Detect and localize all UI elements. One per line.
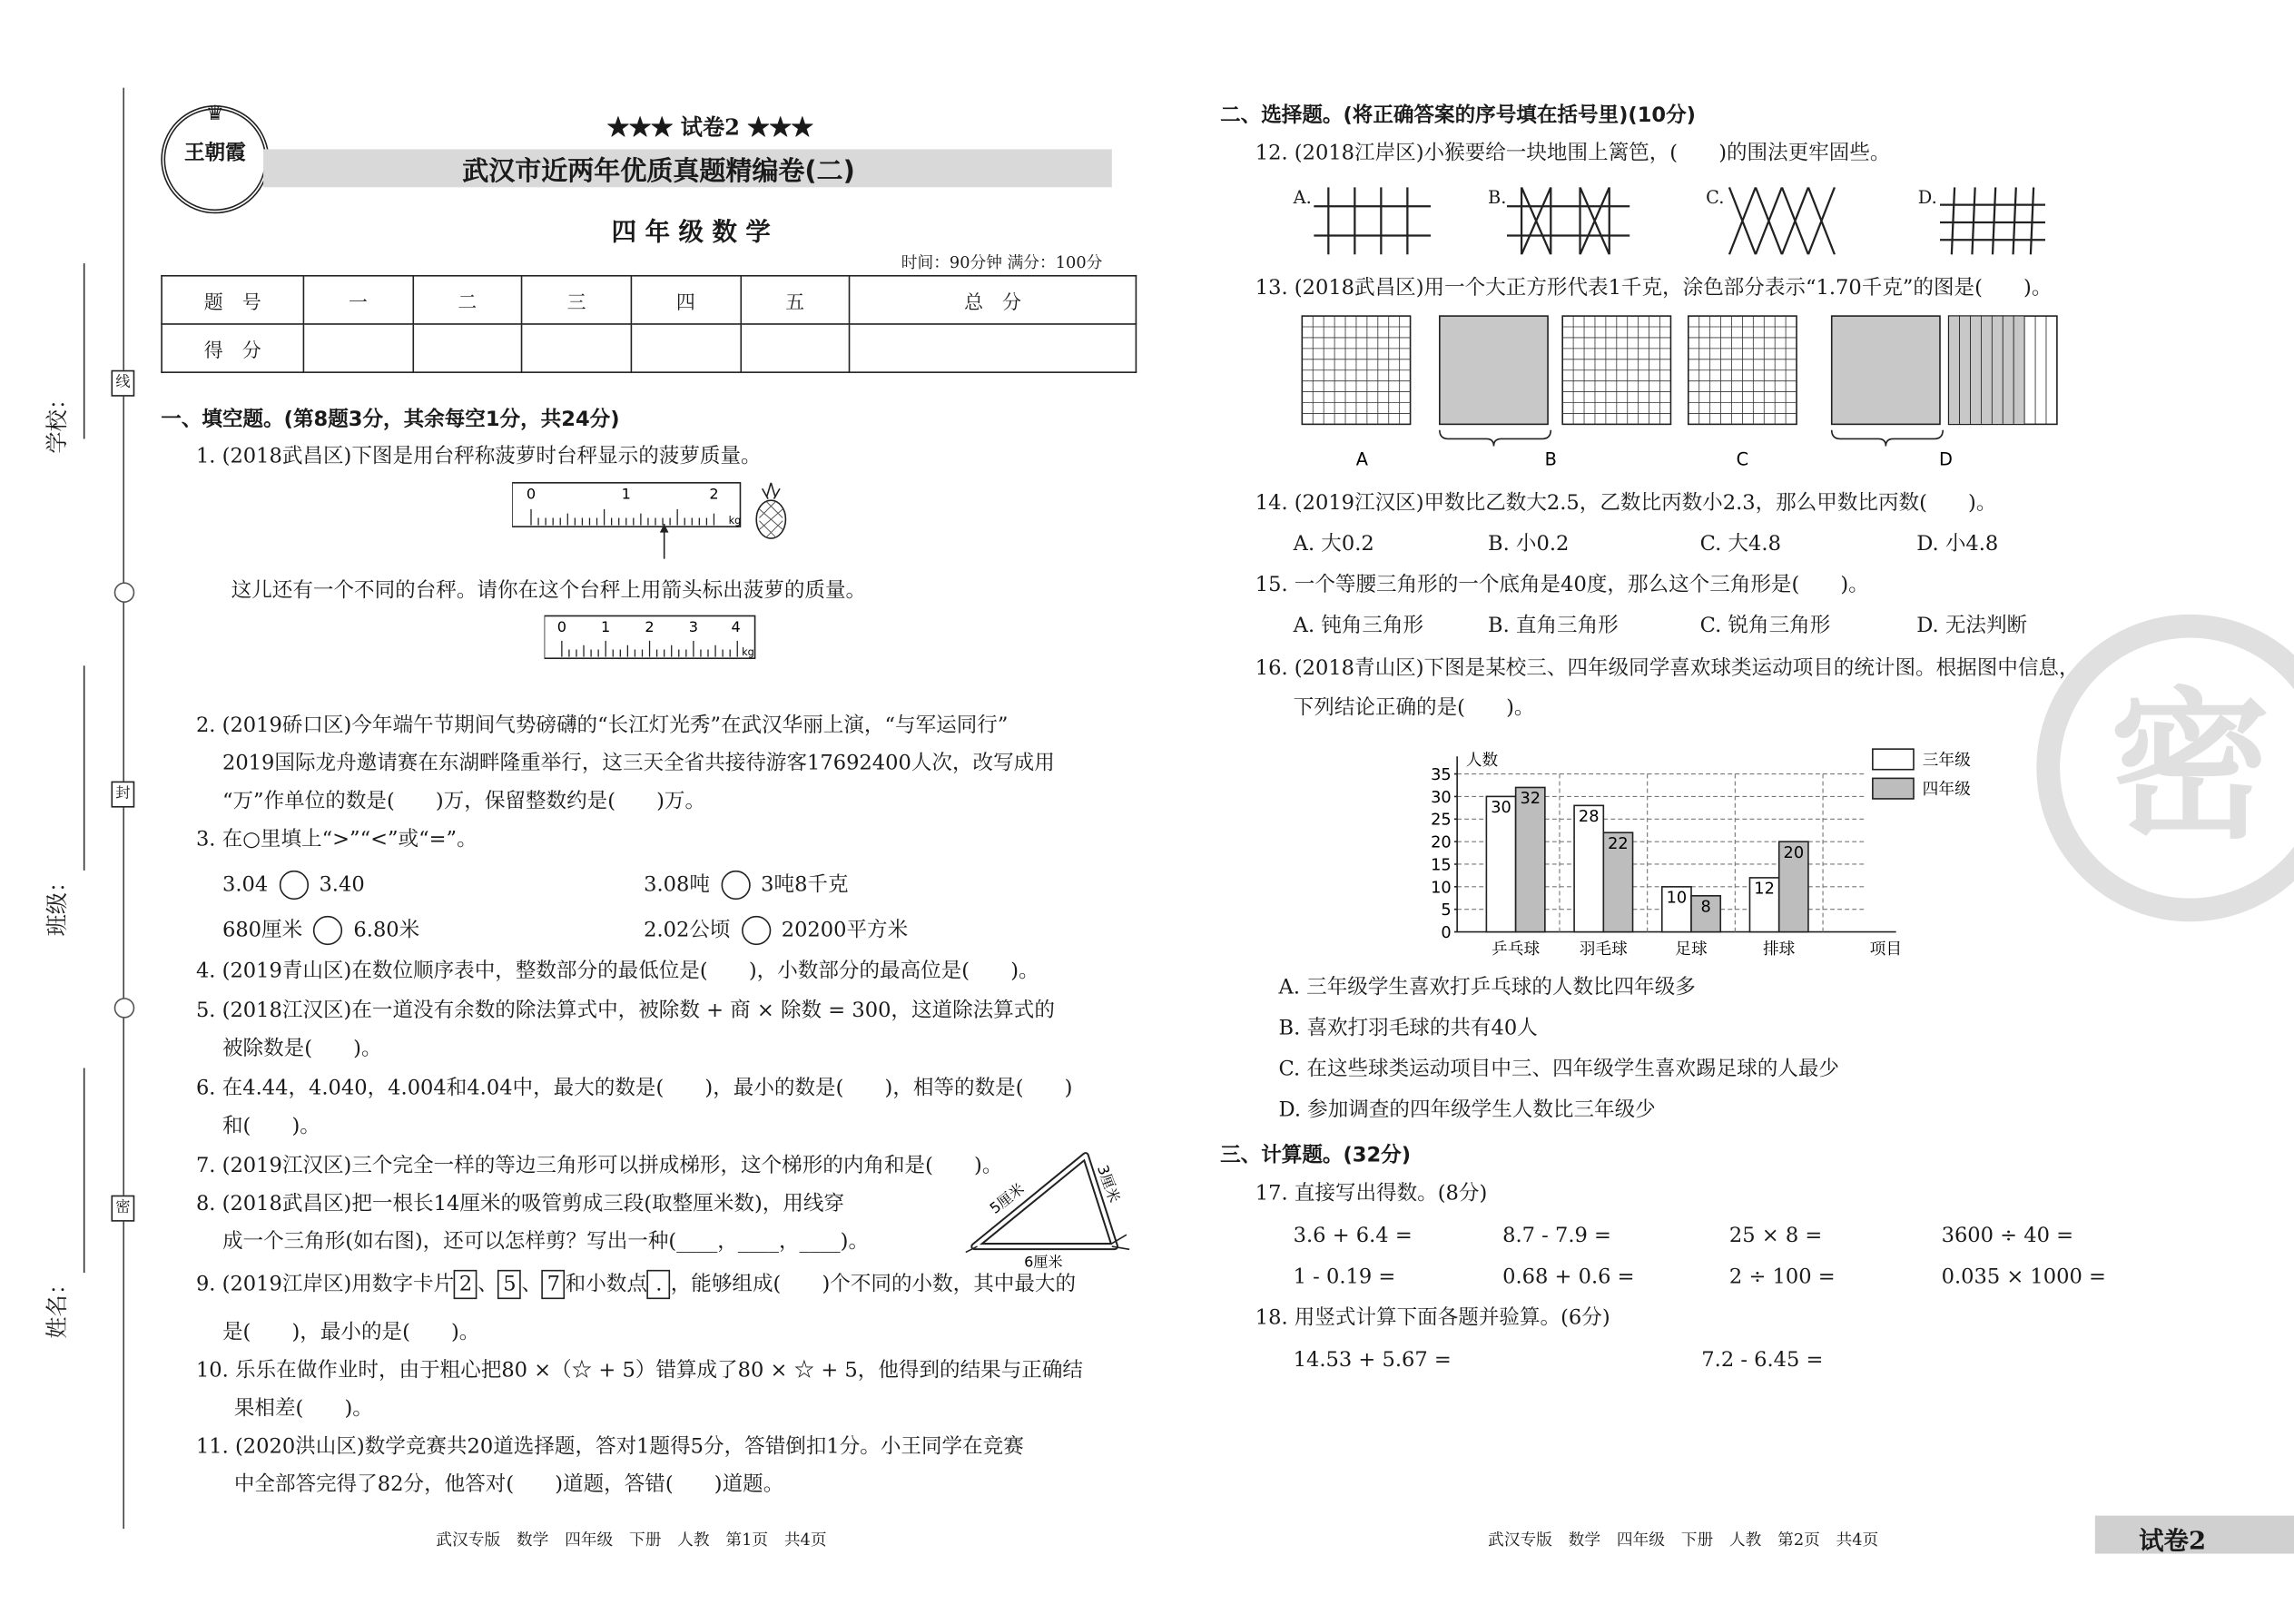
question-15-option[interactable]: D. 无法判断: [1916, 614, 2028, 638]
watermark-text: 密: [2109, 673, 2271, 861]
x-category-label: 足球: [1675, 940, 1708, 959]
grid-option-c: [1689, 316, 1797, 424]
calc-item: 0.68 + 0.6 =: [1502, 1265, 1635, 1289]
shaded-strip: [1960, 316, 1971, 424]
y-tick-label: 35: [1431, 765, 1452, 784]
compare-right: 3吨8千克: [761, 873, 849, 897]
scale-label: 0: [526, 485, 537, 503]
bar-value-label: 28: [1578, 808, 1600, 827]
crown-icon: ♛: [205, 102, 225, 126]
fence-option-a[interactable]: [1314, 187, 1431, 254]
question-9-text: 和小数点: [565, 1273, 647, 1296]
vertical-calc-item: 14.53 + 5.67 =: [1293, 1348, 1452, 1373]
x-category-label: 乒乓球: [1492, 940, 1541, 959]
question-15-option[interactable]: C. 锐角三角形: [1699, 614, 1831, 638]
question-4: 4. (2019青山区)在数位顺序表中，整数部分的最低位是( )，小数部分的最高位是( )。: [195, 960, 1039, 983]
score-input-cell[interactable]: [522, 324, 631, 372]
question-9-line-2: 是( )，最小的是( )。: [222, 1321, 480, 1345]
y-tick-label: 25: [1431, 811, 1452, 830]
compare-circle[interactable]: [279, 871, 308, 900]
compare-right: 6.80米: [353, 919, 420, 942]
calc-item: 0.035 × 1000 =: [1941, 1265, 2106, 1289]
y-axis-label: 人数: [1465, 751, 1499, 770]
score-header-cell: 一: [303, 276, 412, 324]
footer-right: 武汉专版 数学 四年级 下册 人教 第2页 共4页: [1487, 1530, 1879, 1550]
compare-circle[interactable]: [741, 916, 770, 945]
question-13: 13. (2018武昌区)用一个大正方形代表1千克，涂色部分表示“1.70千克”的图是( )。: [1255, 276, 2053, 300]
side-label-left: 5厘米: [986, 1179, 1028, 1217]
legend-swatch: [1873, 778, 1914, 799]
grid-option-label: C: [1736, 448, 1749, 470]
question-14-option[interactable]: D. 小4.8: [1916, 532, 1999, 556]
calc-item: 25 × 8 =: [1728, 1224, 1823, 1248]
scale-label: 1: [621, 485, 631, 503]
question-11-line-1: 11. (2020洪山区)数学竞赛共20道选择题，答对1题得5分，答错倒扣1分。小王同学在竞赛: [195, 1434, 1024, 1459]
question-15: 15. 一个等腰三角形的一个底角是40度，那么这个三角形是( )。: [1255, 573, 1869, 597]
question-16-option[interactable]: B. 喜欢打羽毛球的共有40人: [1278, 1017, 1538, 1040]
shaded-strip: [1992, 316, 2003, 424]
bar-value-label: 20: [1783, 843, 1805, 862]
footer-tag: 试卷2: [2139, 1527, 2207, 1557]
question-6-line-2: 和( )。: [222, 1115, 320, 1138]
compare-left: 3.08吨: [644, 873, 710, 897]
margin-mark-line: 线: [111, 370, 134, 397]
question-1: 1. (2018武昌区)下图是用台秤称菠萝时台秤显示的菠萝质量。: [195, 444, 762, 468]
compare-circle[interactable]: [313, 916, 342, 945]
paper-number: [607, 111, 813, 142]
scale-unit: kg: [728, 514, 742, 527]
bar-value-label: 30: [1491, 799, 1511, 818]
scale-label: 1: [601, 618, 611, 636]
y-tick-label: 0: [1441, 924, 1452, 943]
score-row-label: 得 分: [162, 324, 303, 372]
question-12: 12. (2018江岸区)小猴要给一块地围上篱笆，( )的围法更牢固些。: [1255, 142, 1891, 166]
compare-item: [644, 871, 848, 900]
question-2-line-2: 2019国际龙舟邀请赛在东湖畔隆重举行，这三天全省共接待游客17692400人次，改写成用: [222, 752, 1055, 776]
scale-2[interactable]: [545, 615, 758, 662]
compare-circle[interactable]: [721, 871, 750, 900]
grid-option-d-part: [1949, 316, 2057, 424]
question-18: 18. 用竖式计算下面各题并验算。(6分): [1255, 1306, 1610, 1330]
straw-triangle-figure: [966, 1144, 1138, 1275]
question-8-line-2: 成一个三角形(如右图)，还可以怎样剪？写出一种(____，____，____)。: [222, 1230, 870, 1255]
fence-option-b[interactable]: [1507, 187, 1629, 254]
paper-number-text: 试卷2: [680, 113, 740, 141]
compare-item: [222, 916, 419, 945]
side-label-right: 3厘米: [1093, 1162, 1124, 1206]
bar-value-label: 10: [1666, 889, 1688, 908]
shaded-strip: [2013, 316, 2024, 424]
x-category-label: 排球: [1762, 940, 1796, 959]
question-1-part-b: 这儿还有一个不同的台秤。请你在这个台秤上用箭头标出菠萝的质量。: [231, 579, 867, 603]
shaded-strip: [1949, 316, 1960, 424]
score-input-cell[interactable]: [740, 324, 849, 372]
scale-label: 3: [688, 618, 699, 636]
calc-item: 8.7 - 7.9 =: [1502, 1224, 1611, 1248]
margin-school-line: [84, 263, 85, 438]
section2-title: 二、选择题。(将正确答案的序号填在括号里)(10分): [1220, 103, 1696, 128]
score-input-cell[interactable]: [303, 324, 412, 372]
grid-option-d-full: [1832, 316, 1940, 424]
scale-label: 4: [731, 618, 741, 636]
bar-value-label: 12: [1754, 880, 1775, 899]
compare-item: [222, 871, 365, 900]
pineapple-icon: [749, 480, 793, 542]
y-tick-label: 10: [1431, 879, 1452, 898]
scale-unit: kg: [742, 645, 754, 658]
time-info: 时间：90分钟 满分：100分: [901, 252, 1103, 272]
score-header-cell: 总 分: [850, 276, 1137, 324]
compare-left: 680厘米: [222, 919, 303, 942]
question-14-option[interactable]: B. 小0.2: [1487, 532, 1570, 556]
compare-left: 2.02公顷: [644, 919, 731, 942]
brace-d: [1832, 430, 1943, 447]
side-label-bottom: 6厘米: [1024, 1253, 1063, 1271]
shaded-strip: [1971, 316, 1982, 424]
grid-option-a: [1302, 316, 1410, 424]
margin-mark-mi: 密: [111, 1196, 134, 1222]
calc-item: 2 ÷ 100 =: [1728, 1265, 1836, 1289]
brand-name: 王朝霞: [184, 142, 246, 166]
star-icon: ★★★: [606, 113, 674, 141]
footer-left: 武汉专版 数学 四年级 下册 人教 第1页 共4页: [436, 1530, 827, 1550]
calc-item: 1 - 0.19 =: [1293, 1265, 1396, 1289]
score-header-cell: 题 号: [162, 276, 303, 324]
y-tick-label: 30: [1431, 788, 1452, 807]
question-16-option[interactable]: A. 三年级学生喜欢打乒乓球的人数比四年级多: [1278, 975, 1696, 999]
compare-right: 3.40: [319, 873, 365, 897]
digit-card: 7: [542, 1270, 566, 1299]
grid-option-label: B: [1544, 448, 1557, 470]
vertical-calc-item: 7.2 - 6.45 =: [1701, 1348, 1824, 1373]
margin-binding-line: [123, 88, 124, 1529]
question-16-option[interactable]: D. 参加调查的四年级学生人数比三年级少: [1278, 1098, 1656, 1123]
margin-dot-icon: [114, 998, 135, 1019]
margin-name-line: [84, 1068, 85, 1273]
digit-card: 2: [454, 1270, 478, 1299]
scale-label: 2: [645, 618, 655, 636]
question-9-text: 9. (2019江岸区)用数字卡片: [195, 1273, 455, 1296]
question-11-line-2: 中全部答完得了82分，他答对( )道题，答错( )道题。: [233, 1472, 784, 1497]
fence-option-d-label: D.: [1917, 187, 1937, 208]
bar-value-label: 8: [1700, 898, 1711, 917]
bar-chart: [1404, 732, 1990, 966]
calc-item: 3.6 + 6.4 =: [1293, 1224, 1413, 1248]
fence-option-c[interactable]: [1727, 187, 1841, 254]
y-tick-label: 15: [1431, 856, 1452, 875]
y-tick-label: 5: [1441, 901, 1452, 920]
question-17: 17. 直接写出得数。(8分): [1255, 1182, 1488, 1206]
score-header-cell: 四: [631, 276, 740, 324]
star-icon: ★★★: [747, 113, 813, 141]
question-2-line-1: 2. (2019硚口区)今年端午节期间气势磅礴的“长江灯光秀”在武汉华丽上演，“与军运同行”: [195, 714, 1009, 738]
x-category-label: 羽毛球: [1579, 940, 1628, 959]
brand-logo: [161, 102, 269, 213]
question-15-option[interactable]: B. 直角三角形: [1487, 614, 1619, 638]
fence-option-c-label: C.: [1706, 187, 1725, 208]
x-axis-label: 项目: [1869, 940, 1903, 959]
scale-label: 0: [556, 618, 566, 636]
grid-option-b-part: [1562, 316, 1670, 424]
question-16-line-1: 16. (2018青山区)下图是某校三、四年级同学喜欢球类运动项目的统计图。根据图中信息，: [1255, 656, 2080, 681]
scale-1: [512, 480, 743, 562]
question-7: 7. (2019江汉区)三个完全一样的等边三角形可以拼成梯形，这个梯形的内角和是( )。: [195, 1154, 1003, 1178]
question-9-line-1: 9. (2019江岸区)用数字卡片 2 、 5 、 7 和小数点 . ，能够组成( )个不同的小数，其中最大的: [196, 1270, 1076, 1299]
margin-school-label: 学校：: [44, 388, 71, 454]
score-input-cell[interactable]: [413, 324, 522, 372]
compare-right: 20200平方米: [781, 919, 909, 942]
score-table: [161, 275, 1137, 373]
score-header-cell: 五: [740, 276, 849, 324]
bar-value-label: 32: [1520, 790, 1541, 809]
fence-option-a-label: A.: [1293, 187, 1312, 208]
question-15-option[interactable]: A. 钝角三角形: [1293, 614, 1424, 638]
scale-label: 2: [709, 485, 719, 503]
brace-b: [1440, 430, 1551, 447]
fence-option-d[interactable]: [1940, 187, 2045, 254]
shaded-strip: [2003, 316, 2013, 424]
question-14-option[interactable]: C. 大4.8: [1699, 532, 1781, 556]
margin-name-label: 姓名：: [44, 1273, 71, 1339]
shaded-strip: [1981, 316, 1992, 424]
question-5-line-1: 5. (2018江汉区)在一道没有余数的除法算式中，被除数 + 商 × 除数 = 300，这道除法算式的: [195, 999, 1055, 1023]
exam-subtitle: 四 年 级 数 学: [611, 218, 771, 248]
margin-mark-seal: 封: [111, 782, 134, 808]
score-input-cell[interactable]: [850, 324, 1137, 372]
fence-option-b-label: B.: [1487, 187, 1507, 208]
question-5-line-2: 被除数是( )。: [222, 1037, 382, 1061]
margin-class-line: [84, 665, 85, 871]
grid-option-label: D: [1938, 448, 1953, 470]
legend-swatch: [1873, 749, 1914, 770]
calc-item: 3600 ÷ 40 =: [1941, 1224, 2074, 1248]
score-input-cell[interactable]: [631, 324, 740, 372]
section1-title: 一、填空题。(第8题3分，其余每空1分，共24分): [161, 408, 620, 432]
question-10-line-1: 10. 乐乐在做作业时，由于粗心把80 ×（☆ + 5）错算成了80 × ☆ + 5，他得到的结果与正确结: [195, 1359, 1083, 1383]
question-16-option[interactable]: C. 在这些球类运动项目中三、四年级学生喜欢踢足球的人最少: [1278, 1058, 1839, 1081]
margin-dot-icon: [114, 582, 135, 603]
bar-value-label: 22: [1608, 834, 1629, 853]
question-14: 14. (2019江汉区)甲数比乙数大2.5，乙数比丙数小2.3，那么甲数比丙数( )。: [1255, 491, 1997, 516]
question-3: 3. 在○里填上“>”“<”或“=”。: [195, 828, 478, 851]
score-header-cell: 二: [413, 276, 522, 324]
question-14-option[interactable]: A. 大0.2: [1293, 532, 1374, 556]
question-16-line-2: 下列结论正确的是( )。: [1293, 696, 1535, 720]
legend-label: 四年级: [1922, 781, 1971, 800]
bar-grade4: [1516, 787, 1545, 931]
grid-option-b-full: [1440, 316, 1548, 424]
margin-class-label: 班级：: [44, 870, 71, 937]
decimal-point-card: .: [647, 1270, 671, 1299]
section3-title: 三、计算题。(32分): [1220, 1144, 1412, 1168]
y-tick-label: 20: [1431, 833, 1452, 852]
legend-label: 三年级: [1922, 751, 1971, 770]
score-header-cell: 三: [522, 276, 631, 324]
question-6-line-1: 6. 在4.44，4.040，4.004和4.04中，最大的数是( )，最小的数是( )，相等的数是( ): [195, 1077, 1073, 1100]
question-8-line-1: 8. (2018武昌区)把一根长14厘米的吸管剪成三段(取整厘米数)，用线穿: [195, 1192, 845, 1216]
question-2-line-3: “万”作单位的数是( )万，保留整数约是( )万。: [222, 790, 706, 814]
question-9-text: ，能够组成( )个不同的小数，其中最大的: [670, 1273, 1077, 1296]
digit-card: 5: [498, 1270, 522, 1299]
weight-grid-options: [1287, 310, 2077, 474]
compare-item: [644, 916, 908, 945]
compare-left: 3.04: [222, 873, 269, 897]
exam-title: 武汉市近两年优质真题精编卷(二): [462, 156, 855, 188]
question-10-line-2: 果相差( )。: [233, 1397, 373, 1421]
grid-option-label: A: [1355, 448, 1369, 470]
